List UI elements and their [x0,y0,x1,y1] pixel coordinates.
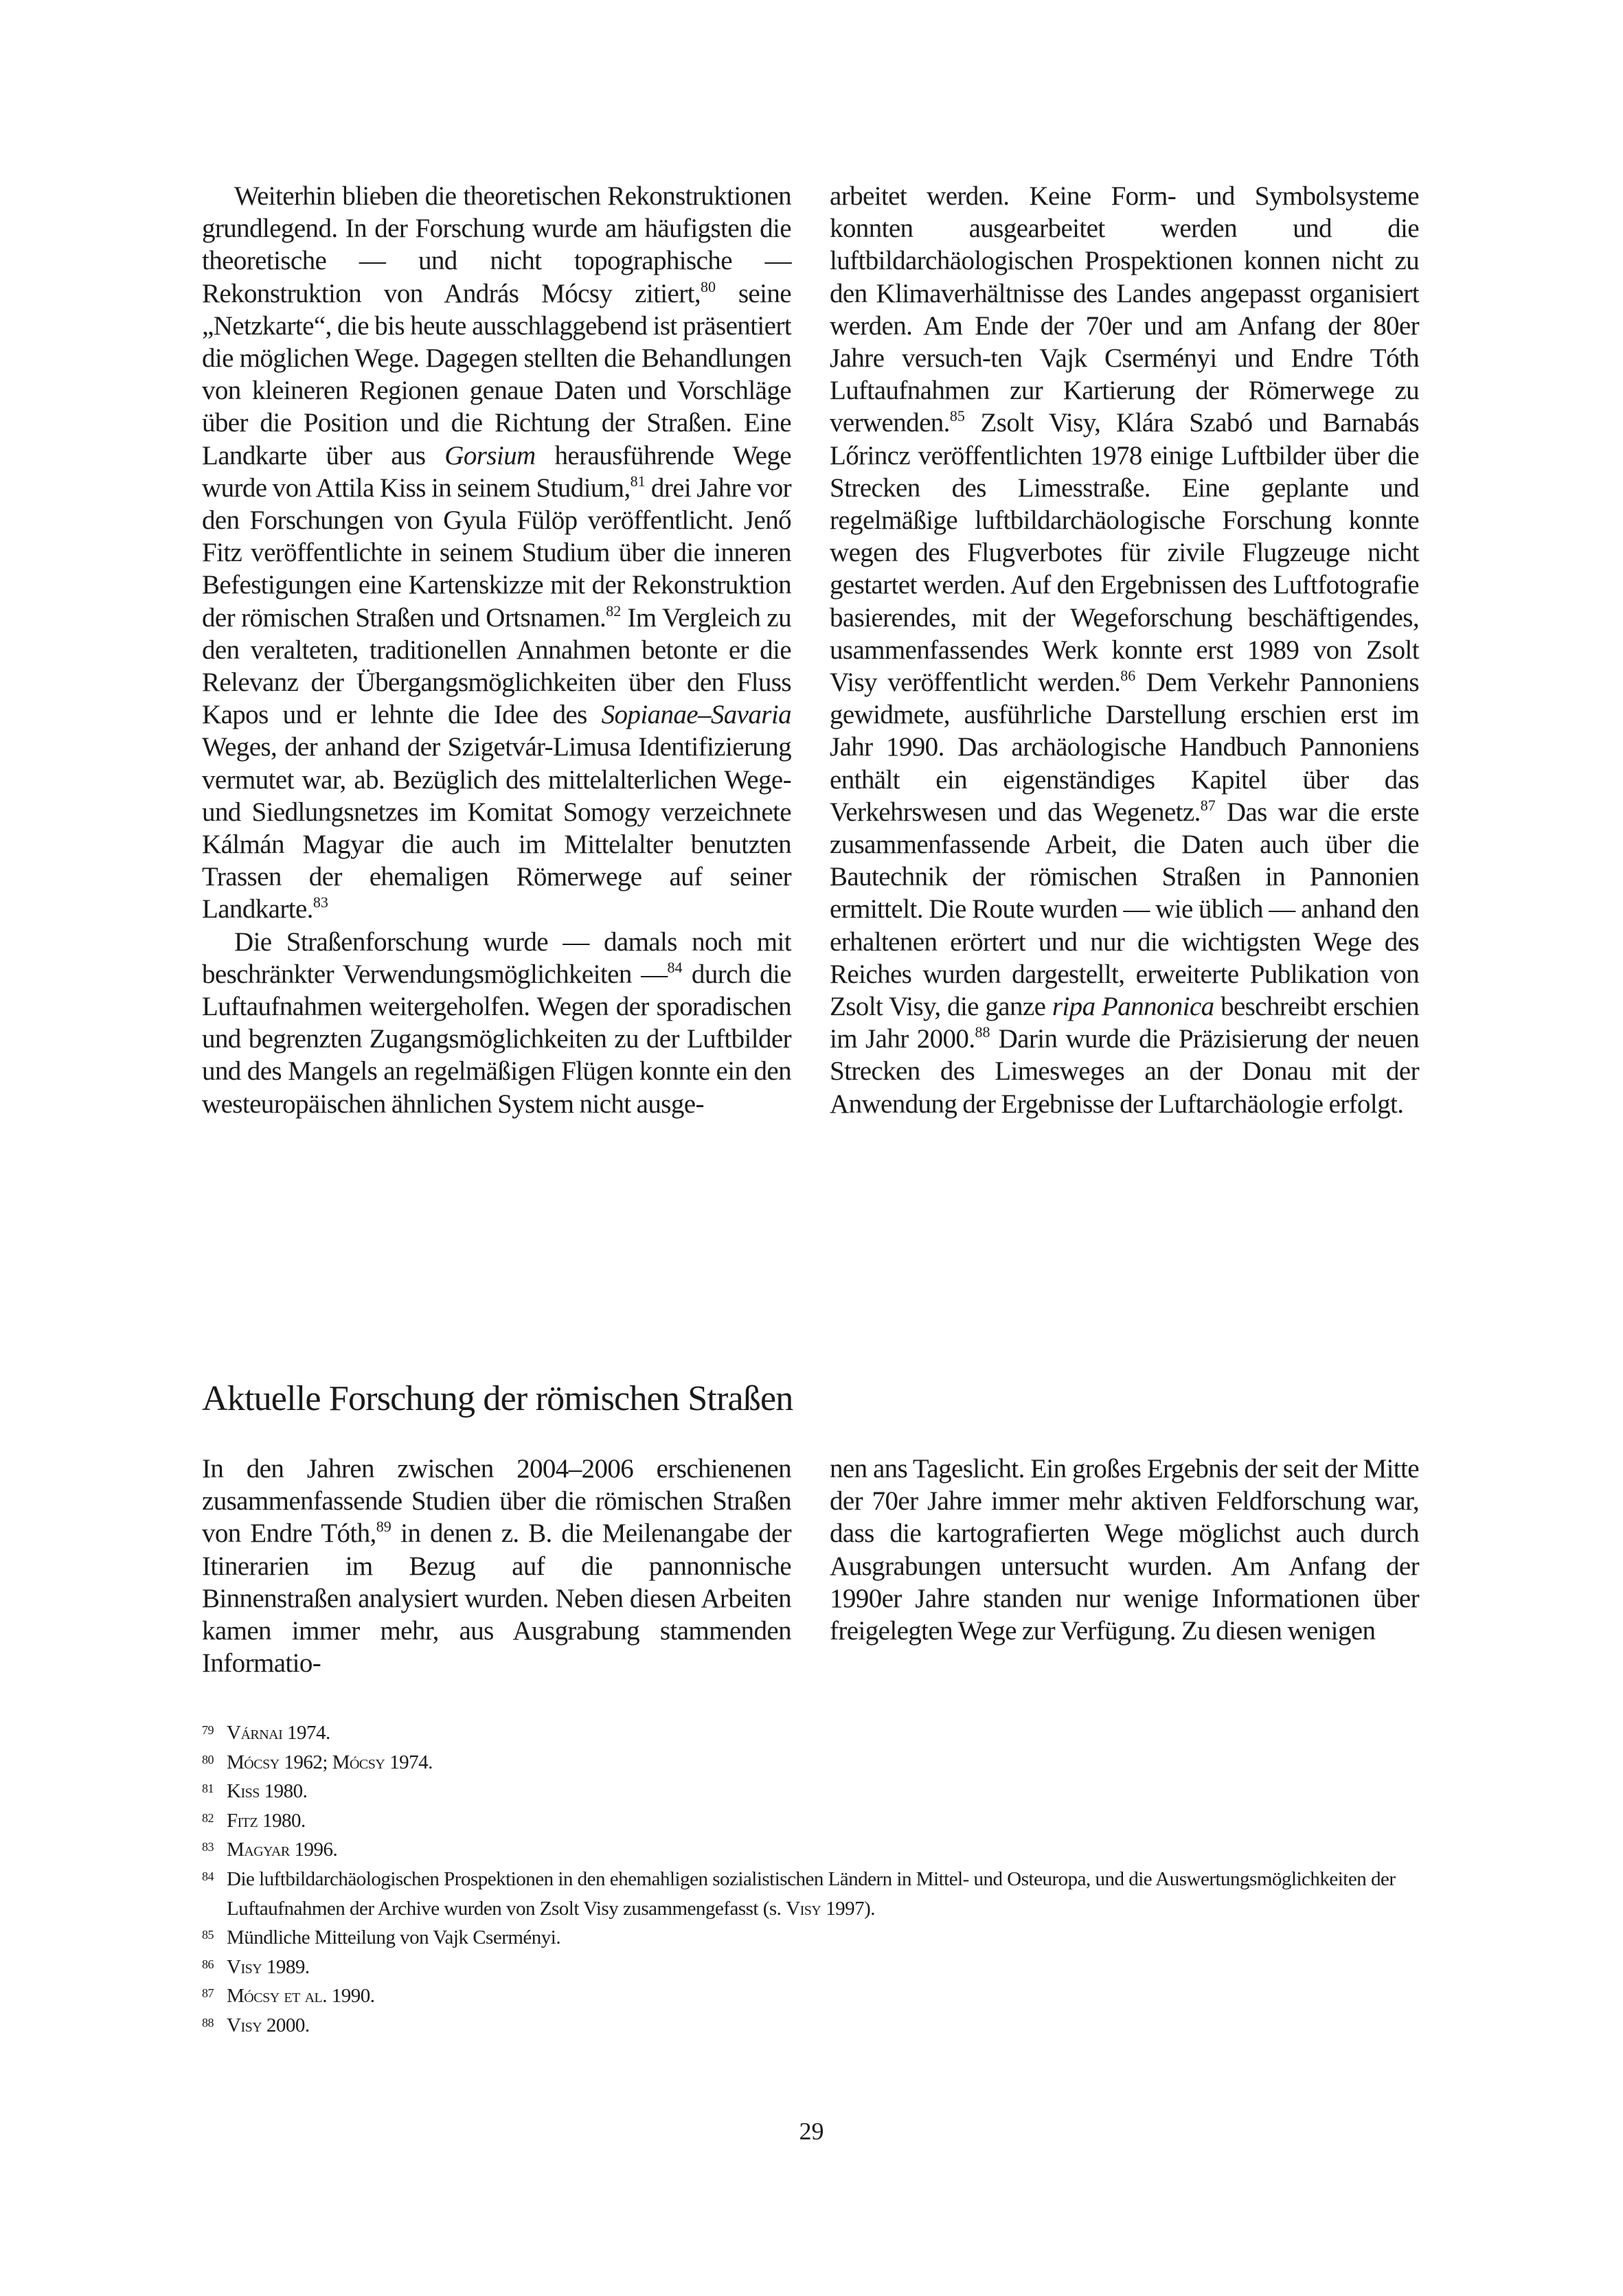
footnote [202,1981,1431,2011]
italic-term: Sopianae–Savaria [601,700,791,730]
footnote-text [227,1806,1431,1836]
paragraph [830,1453,1419,1647]
footnote [202,1923,1431,1953]
text-run: 1996. [289,1839,338,1861]
paragraph [830,180,1419,1120]
footnote-reference[interactable]: 86 [1120,667,1136,685]
footnote-reference[interactable]: 82 [606,602,622,620]
footnote-number: 88 [202,2015,214,2030]
footnote [202,1806,1431,1836]
section-heading: Aktuelle Forschung der römischen Straßen [202,1379,793,1418]
text-run: Die luftbildarchäologischen Prospektionen in den ehemahligen sozialistischen Ländern in Mittel- und Osteuropa, und die Auswertungsmöglichkeiten der Luftaufnahmen der Archive wurden von Zsolt Visy zusammengefasst (s. [227,1867,1396,1920]
text-run: seine „Netzkarte“, die bis heute ausschlaggebend ist präsentiert die möglichen Wege. Dagegen stellten die Behandlungen von kleineren Regionen genaue Daten und Vorschläge über die Position und die Richtung der Straßen. Eine Landkarte über aus [202,278,791,470]
text-run: in denen z. B. die Meilenangabe der Itinerarien im Bezug auf die pannonnische Binnenstraßen analysiert wurden. Neben diesen Arbeiten kamen immer mehr, aus Ausgrabung stammenden Informatio- [202,1519,791,1679]
right-column [830,1453,1419,1679]
footnote-text [227,2011,1431,2041]
text-run: 1989. [262,1955,310,1978]
author-name: Magyar [227,1839,290,1861]
text-run: Weiterhin blieben die theoretischen Rekonstruktionen grundlegend. In der Forschung wurde am häufigsten die theoretische — und nicht topographische — Rekonstruktion von András Mócsy zitiert, [202,181,791,308]
author-name: Kiss [227,1780,260,1803]
footnote-number: 81 [202,1782,214,1796]
footnote-reference[interactable]: 85 [949,407,965,425]
paragraph [202,926,791,1120]
italic-term: Gorsium [444,440,536,470]
text-run: Im Vergleich zu den veralteten, traditionellen Annahmen betonte er die Relevanz der Übergangsmöglichkeiten über den Fluss Kapos und er lehnte die Idee des [202,602,792,730]
footnote-reference[interactable]: 84 [667,958,683,976]
footnote-text [227,1865,1431,1923]
text-run: 1990. [326,1985,375,2008]
footnote-reference[interactable]: 80 [701,277,716,295]
text-run: 1974. [282,1722,330,1744]
author-name: Mócsy [332,1751,385,1773]
text-run: 1980. [259,1780,308,1803]
text-run: drei Jahre vor den Forschungen von Gyula Fülöp veröffentlicht. Jenő Fitz veröffentlichte in seinem Studium über die inneren Befestigungen eine Kartenskizze mit der Rekonstruktion der römischen Straßen und Ortsnamen. [202,473,791,633]
text-run: herausführende Wege wurde von Attila Kiss in seinem Studium, [202,440,791,503]
author-name: Mócsy et al. [227,1985,327,2008]
text-run: In den Jahren zwischen 2004–2006 erschienenen zusammenfassende Studien über die römischen Straßen von Endre Tóth, [202,1454,791,1549]
author-name: Visy [227,1955,262,1978]
text-run: Darin wurde die Präzisierung der neuen Strecken des Limesweges an der Donau mit der Anwendung der Ergebnisse der Luftarchäologie erfolgt. [830,1024,1419,1119]
page-number: 29 [799,2117,824,2145]
footnote-reference[interactable]: 88 [975,1023,990,1041]
footnote-number: 87 [202,1986,214,2001]
text-run: 1980. [258,1809,306,1832]
footnote-text [227,1748,1431,1777]
footnote-text [227,1718,1431,1748]
text-run: Die Straßenforschung wurde — damals noch mit beschränkter Verwendungsmöglichkeiten — [202,927,791,989]
footnote-number: 83 [202,1840,214,1854]
footnote-number: 80 [202,1752,214,1766]
author-name: Visy [786,1897,821,1920]
footnotes [202,1718,1431,2041]
footnote [202,2011,1431,2041]
footnote-text [227,1923,1431,1953]
footnote-reference[interactable]: 89 [376,1518,391,1536]
right-column [830,180,1419,1120]
text-run: 2000. [262,2014,310,2036]
footnote-reference[interactable]: 87 [1200,796,1216,814]
footnote [202,1748,1431,1777]
text-run: 1997). [821,1897,876,1920]
text-run: Das war die erste zusammenfassende Arbeit, die Daten auch über die Bautechnik der römischen Straßen in Pannonien ermittelt. Die Route wurden — wie üblich — anhand den erhaltenen erörtert und nur die wichtigsten Wege des Reiches wurden dargestellt, erweiterte Publikation von Zsolt Visy, die ganze [830,797,1419,1022]
text-run: nen ans Tageslicht. Ein großes Ergebnis der seit der Mitte der 70er Jahre immer mehr aktiven Feldforschung war, dass die kartografierten Wege möglichst auch durch Ausgrabungen untersucht wurden. Am Anfang der 1990er Jahre standen nur wenige Informationen über freigelegten Wege zur Verfügung. Zu diesen wenigen [830,1454,1419,1646]
footnote-number: 84 [202,1869,214,1883]
author-name: Visy [227,2014,262,2036]
author-name: Várnai [227,1722,283,1744]
footnote-number: 86 [202,1957,214,1971]
footnote-text [227,1777,1431,1806]
paragraph [202,180,791,926]
italic-term: ripa Pannonica [1052,992,1214,1022]
left-column [202,1453,791,1679]
text-run: Zsolt Visy, Klára Szabó und Barnabás Lőrincz veröffentlichten 1978 einige Luftbilder über die Strecken des Limesstraße. Eine geplante und regelmäßige luftbildarchäologische Forschung konnte wegen des Flugverbotes für zivile Flugzeuge nicht gestartet werden. Auf den Ergebnissen des Luftfotografie basierendes, mit der Wegeforschung beschäftigendes, usammenfassendes Werk konnte erst 1989 von Zsolt Visy veröffentlicht werden. [830,408,1419,698]
footnote-number: 79 [202,1723,214,1737]
text-run: Dem Verkehr Pannoniens gewidmete, ausführliche Darstellung erschien erst im Jahr 1990. Das archäologische Handbuch Pannoniens enthält ein eigenständiges Kapitel über das Verkehrswesen und das Wegenetz. [830,668,1419,827]
text-run: 1974. [385,1751,433,1773]
footnote [202,1953,1431,1982]
footnote [202,1865,1431,1923]
footnote-reference[interactable]: 81 [630,472,646,490]
paragraph [202,1453,791,1679]
section-two-columns [202,1453,1419,1679]
footnote-text [227,1835,1431,1865]
footnote-text [227,1981,1431,2011]
footnote [202,1718,1431,1748]
text-run: beschreibt erschien im Jahr 2000. [830,992,1419,1054]
footnote-text [227,1953,1431,1982]
footnote [202,1777,1431,1806]
footnote-number: 82 [202,1810,214,1825]
section-one-columns [202,180,1419,1120]
text-run: 1962; [279,1751,332,1773]
footnote [202,1835,1431,1865]
text-run: arbeitet werden. Keine Form- und Symbolsysteme konnten ausgearbeitet werden und die luftbildarchäologischen Prospektionen konnen nicht zu den Klimaverhältnisse des Landes angepasst organisiert werden. Am Ende der 70er und am Anfang der 80er Jahre versuch-ten Vajk Cserményi und Endre Tóth Luftaufnahmen zur Kartierung der Römerwege zu verwenden. [830,181,1419,438]
author-name: Fitz [227,1809,258,1832]
left-column [202,180,791,1120]
text-run: Mündliche Mitteilung von Vajk Cserményi. [227,1926,561,1949]
text-run: Weges, der anhand der Szigetvár-Limusa Identifizierung vermutet war, ab. Bezüglich des mittelalterlichen Wege- und Siedlungsnetzes im Komitat Somogy verzeichnete Kálmán Magyar die auch im Mittelalter benutzten Trassen der ehemaligen Römerwege auf seiner Landkarte. [202,732,791,924]
author-name: Mócsy [227,1751,280,1773]
footnote-reference[interactable]: 83 [313,894,328,911]
footnote-number: 85 [202,1928,214,1942]
text-run: durch die Luftaufnahmen weitergeholfen. Wegen der sporadischen und begrenzten Zugangsmöglichkeiten zu der Luftbilder und des Mangels an regelmäßigen Flügen konnte ein den westeuropäischen ähnlichen System nicht ausge- [202,959,791,1119]
